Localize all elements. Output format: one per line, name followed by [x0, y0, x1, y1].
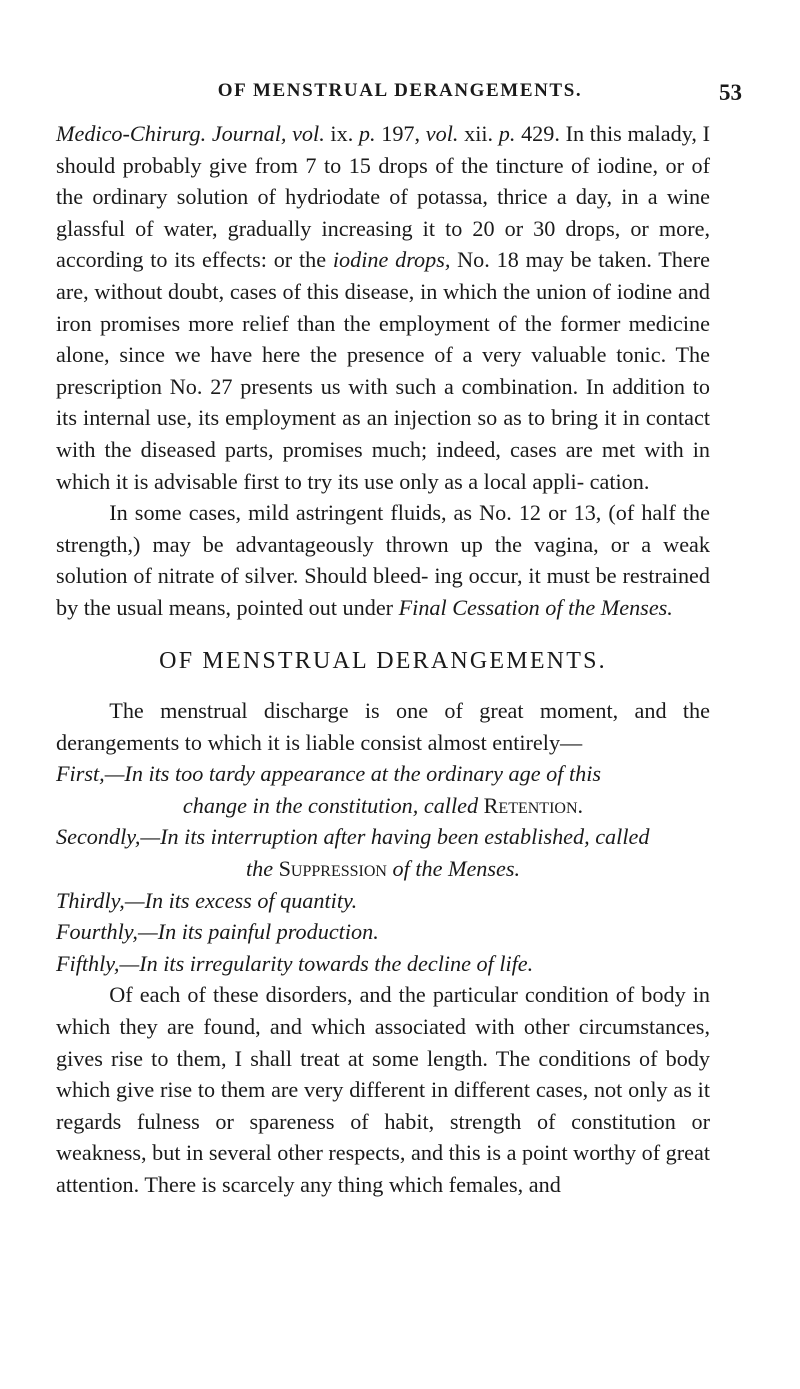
- list-item-fifth: Fifthly,—In its irregularity towards the decline of life.: [56, 950, 534, 976]
- iodine-drops-term: iodine drops,: [332, 247, 451, 273]
- paragraph-1: Medico-Chirurg. Journal, vol. ix. p. 197, vol. xii. p. 429. In this malady, I should probably give from 7 to 15 drops of the tincture of iodine, or of the ordinary solution of hydriodate of potassa, thrice a day, in a wine glassful of water, gradually increasing it to 20 or 30 drops, or more, according to its effects: or the iodine drops, No. 18 may be taken. There are, without doubt, cases of this disease, in which the union of iodine and iron promises more relief than the employment of the former medicine alone, since we have here the presence of a very valuable tonic. The prescription No. 27 presents us with such a combination. In addition to its internal use, its employment as an injection so as to bring it in contact with the diseased parts, promises much; indeed, cases are met with in which it is advisable first to try its use only as a local appli- cation.: [56, 121, 710, 494]
- list-item-second: Secondly,—In its interruption after having been established, called the Suppression of the Menses.: [56, 824, 650, 882]
- journal-reference: Medico-Chirurg. Journal, vol.: [56, 121, 325, 146]
- section-heading: OF MENSTRUAL DERANGEMENTS.: [159, 647, 607, 674]
- list-item-third: Thirdly,—In its excess of quantity.: [56, 887, 358, 913]
- list-item-first: First,—In its too tardy appearance at the ordinary age of this change in the constitution, called Retention.: [56, 761, 601, 818]
- body-text: [56, 118, 710, 1201]
- running-title: OF MENSTRUAL DERANGEMENTS.: [217, 80, 583, 101]
- paragraph-2: In some cases, mild astringent fluids, as No. 12 or 13, (of half the strength,) may be advantageously thrown up the vagina, or a weak solution of nitrate of silver. Should bleed- ing occur, it must be restrained by the usual means, pointed out under Final Cessation of the Menses.: [56, 500, 710, 620]
- list-item-fourth: Fourthly,—In its painful production.: [56, 919, 379, 945]
- cross-reference: Final Cessation of the Menses.: [398, 594, 673, 620]
- paragraph-3: The menstrual discharge is one of great moment, and the derangements to which it is liable consist almost entirely—: [56, 698, 710, 755]
- paragraph-4: Of each of these disorders, and the particular condition of body in which they are found, and which associated with other circumstances, gives rise to them, I shall treat at some length. The conditions of body which give rise to them are very different in different cases, not only as it regards fulness or spareness of habit, strength of constitution or weakness, but in several other respects, and this is a point worthy of great attention. There is scarcely any thing which females, and: [56, 982, 710, 1197]
- running-header: [58, 80, 742, 110]
- page-number: 53: [719, 80, 742, 105]
